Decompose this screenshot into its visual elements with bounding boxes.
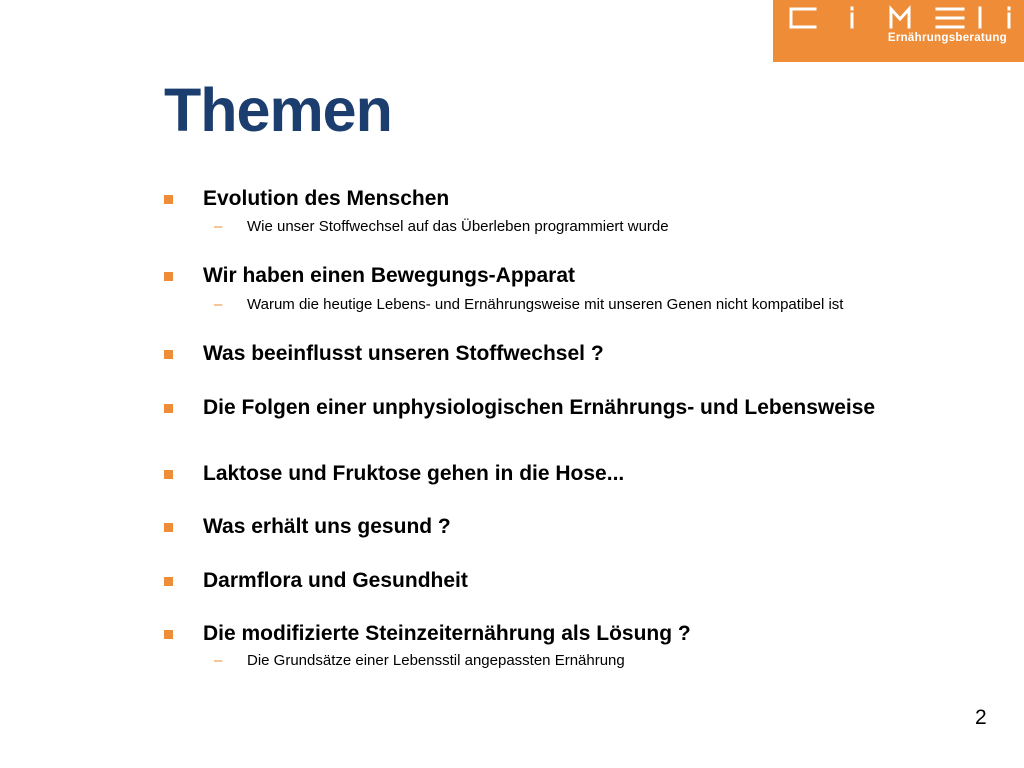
list-item-text: Evolution des Menschen: [203, 187, 450, 210]
list-subitem-text: Die Grundsätze einer Lebensstil angepassten Ernährung: [247, 652, 625, 669]
bullet-square-icon: [164, 195, 173, 204]
bullet-square-icon: [164, 404, 173, 413]
list-subitem-text: Warum die heutige Lebens- und Ernährungsweise mit unseren Genen nicht kompatibel ist: [247, 296, 844, 313]
list-item-text: Wir haben einen Bewegungs-Apparat: [203, 264, 576, 287]
list-item-text: Was erhält uns gesund ?: [203, 515, 451, 538]
dash-icon: –: [214, 218, 223, 235]
dash-icon: –: [214, 652, 223, 669]
list-item-text: Die modifizierte Steinzeiternährung als Lösung ?: [203, 622, 691, 645]
company-logo: [773, 0, 1024, 62]
bullet-square-icon: [164, 630, 173, 639]
list-item-text: Laktose und Fruktose gehen in die Hose...: [203, 462, 625, 485]
logo-subtitle: Ernährungsberatung: [887, 32, 1007, 44]
dash-icon: –: [214, 296, 223, 313]
slide-title: Themen: [164, 76, 392, 144]
page-number: 2: [975, 706, 987, 729]
list-item-text: Darmflora und Gesundheit: [203, 569, 468, 592]
bullet-square-icon: [164, 577, 173, 586]
cimeli-logo-icon: [787, 5, 1017, 31]
bullet-square-icon: [164, 272, 173, 281]
list-item-text: Was beeinflusst unseren Stoffwechsel ?: [203, 342, 604, 365]
bullet-square-icon: [164, 523, 173, 532]
list-item-text: Die Folgen einer unphysiologischen Ernährungs- und Lebensweise: [203, 396, 876, 419]
list-subitem-text: Wie unser Stoffwechsel auf das Überleben programmiert wurde: [247, 218, 669, 235]
bullet-square-icon: [164, 470, 173, 479]
bullet-square-icon: [164, 350, 173, 359]
